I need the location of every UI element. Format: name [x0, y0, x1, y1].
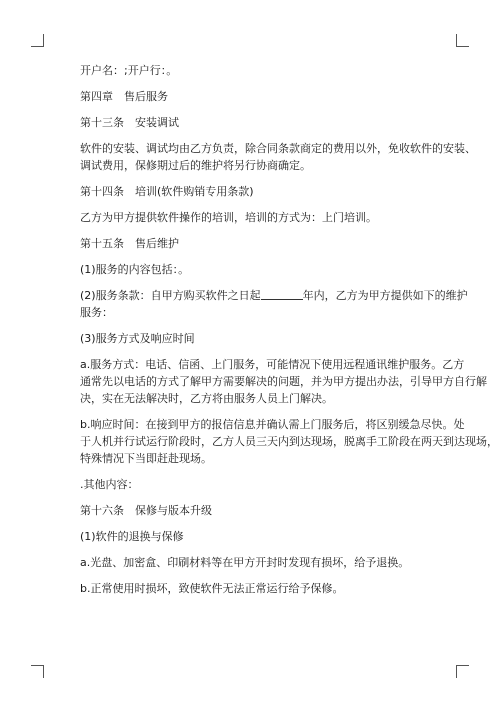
- text-line: 通常先以电话的方式了解甲方需要解决的问题，并为甲方提出办法，引导甲方自行解: [80, 375, 487, 388]
- document-body: [80, 62, 498, 606]
- blank-underline: [261, 288, 303, 300]
- crop-mark-bottom-left: [31, 665, 44, 678]
- article-16-heading: 第十六条 保修与版本升级: [80, 504, 212, 517]
- crop-mark-top-right: [456, 34, 469, 47]
- response-time-text: [80, 416, 498, 467]
- service-method-text: [80, 356, 487, 407]
- text-line: a.服务方式：电话、信函、上门服务，可能情况下使用远程通讯维护服务。乙方: [80, 358, 465, 371]
- crop-mark-bottom-right: [456, 665, 469, 678]
- text-line: 软件的安装、调试均由乙方负责，除合同条款商定的费用以外，免收软件的安装、: [80, 142, 476, 155]
- account-info: 开户名：;开户行：。: [80, 64, 178, 77]
- return-warranty-heading: (1)软件的退换与保修: [80, 530, 184, 543]
- text-line: 特殊情况下当即赶赴现场。: [80, 452, 212, 465]
- text-line: 于人机并行试运行阶段时，乙方人员三天内到达现场，脱离手工阶段在两天到达现场，: [80, 435, 498, 448]
- crop-mark-top-left: [31, 34, 44, 47]
- warranty-item-b: b.正常使用时损坏，致使软件无法正常运行给予保修。: [80, 582, 344, 595]
- other-content: .其他内容：: [80, 478, 139, 491]
- article-14-heading: 第十四条 培训(软件购销专用条款): [80, 185, 254, 198]
- text-fragment: 年内，乙方为甲方提供如下的维护: [302, 289, 468, 302]
- text-line: 调试费用，保修期过后的维护将另行协商确定。: [80, 159, 311, 172]
- service-method-heading: (3)服务方式及响应时间: [80, 332, 195, 345]
- text-line: 决，实在无法解决时，乙方将由服务人员上门解决。: [80, 392, 333, 405]
- chapter-heading: 第四章 售后服务: [80, 90, 168, 103]
- article-13-heading: 第十三条 安装调试: [80, 116, 179, 129]
- article-15-heading: 第十五条 售后维护: [80, 237, 179, 250]
- article-13-text: [80, 140, 476, 174]
- text-fragment: (2)服务条款：自甲方购买软件之日起: [80, 289, 261, 302]
- text-line: [80, 287, 468, 304]
- service-content: (1)服务的内容包括：。: [80, 263, 190, 276]
- service-terms: [80, 287, 468, 321]
- text-line: 服务：: [80, 306, 113, 319]
- article-14-text: 乙方为甲方提供软件操作的培训，培训的方式为：上门培训。: [80, 211, 377, 224]
- return-item-a: a.光盘、加密盒、印刷材料等在甲方开封时发现有损坏，给予退换。: [80, 556, 410, 569]
- text-line: b.响应时间：在接到甲方的报信信息并确认需上门服务后，将区别缓急尽快。处: [80, 418, 465, 431]
